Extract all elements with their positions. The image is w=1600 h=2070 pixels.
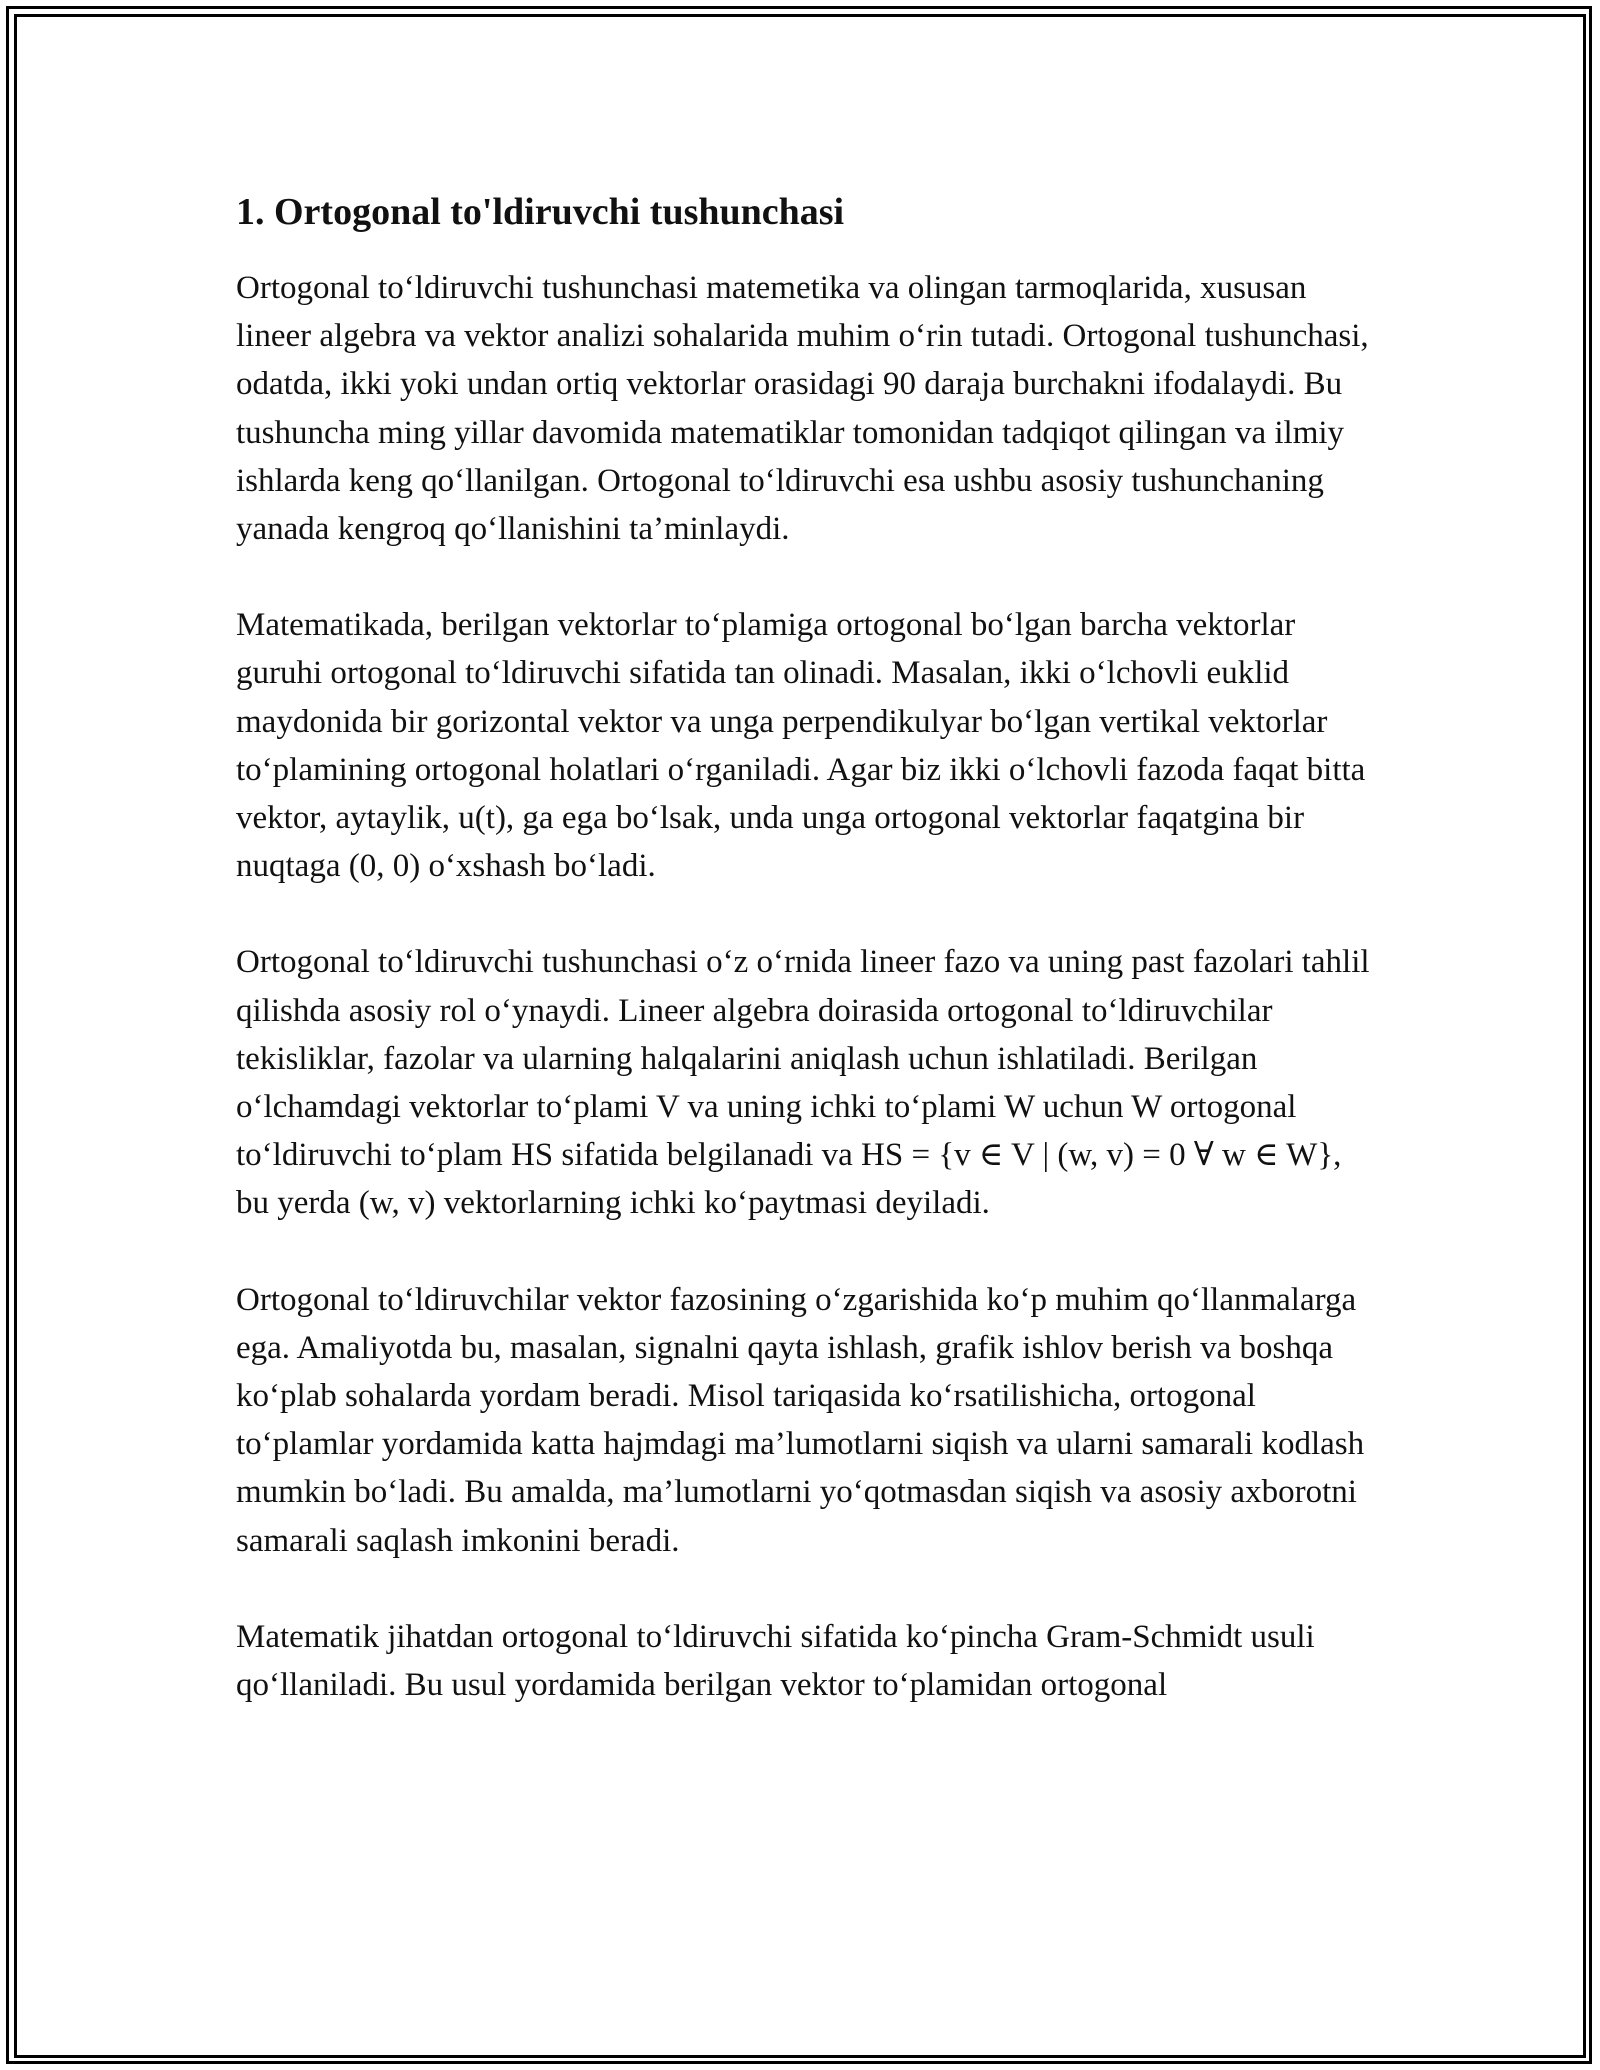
paragraph-1: Ortogonal to‘ldiruvchi tushunchasi matemetika va olingan tarmoqlarida, xususan lineer algebra va vektor analizi sohalarida muhim o‘rin tutadi. Ortogonal tushunchasi, odatda, ikki yoki undan ortiq vektorlar orasidagi 90 daraja burchakni ifodalaydi. Bu tushuncha ming yillar davomida matematiklar tomonidan tadqiqot qilingan va ilmiy ishlarda keng qo‘llanilgan. Ortogonal to‘ldiruvchi esa ushbu asosiy tushunchaning yanada kengroq qo‘llanishini ta’minlaydi. [236,270,1369,548]
paragraph-3: Ortogonal to‘ldiruvchi tushunchasi o‘z o‘rnida lineer fazo va uning past fazolari tahlil qilishda asosiy rol o‘ynaydi. Lineer algebra doirasida ortogonal to‘ldiruvchilar tekisliklar, fazolar va ularning halqalarini aniqlash uchun ishlatiladi. Berilgan o‘lchamdagi vektorlar to‘plami V va uning ichki to‘plami W uchun W ortogonal to‘ldiruvchi to‘plam HS sifatida belgilanadi va HS = {v ∈ V | (w, v) = 0 ∀ w ∈ W}, bu yerda (w, v) vektorlarning ichki ko‘paytmasi deyiladi. [236,944,1370,1222]
section-title: 1. Ortogonal to'ldiruvchi tushunchasi [236,191,845,233]
document-body [236,186,1370,1757]
paragraph-2: Matematikada, berilgan vektorlar to‘plamiga ortogonal bo‘lgan barcha vektorlar guruhi ortogonal to‘ldiruvchi sifatida tan olinadi. Masalan, ikki o‘lchovli euklid maydonida bir gorizontal vektor va unga perpendikulyar bo‘lgan vertikal vektorlar to‘plamining ortogonal holatlari o‘rganiladi. Agar biz ikki o‘lchovli fazoda faqat bitta vektor, aytaylik, u(t), ga ega bo‘lsak, unda unga ortogonal vektorlar faqatgina bir nuqtaga (0, 0) o‘xshash bo‘ladi. [236,607,1366,885]
paragraph-4: Ortogonal to‘ldiruvchilar vektor fazosining o‘zgarishida ko‘p muhim qo‘llanmalarga ega. Amaliyotda bu, masalan, signalni qayta ishlash, grafik ishlov berish va boshqa ko‘plab sohalarda yordam beradi. Misol tariqasida ko‘rsatilishicha, ortogonal to‘plamlar yordamida katta hajmdagi ma’lumotlarni siqish va ularni samarali kodlash mumkin bo‘ladi. Bu amalda, ma’lumotlarni yo‘qotmasdan siqish va asosiy axborotni samarali saqlash imkonini beradi. [236,1281,1365,1559]
paragraph-5: Matematik jihatdan ortogonal to‘ldiruvchi sifatida ko‘pincha Gram-Schmidt usuli qo‘llaniladi. Bu usul yordamida berilgan vektor to‘plamidan ortogonal [236,1618,1315,1704]
